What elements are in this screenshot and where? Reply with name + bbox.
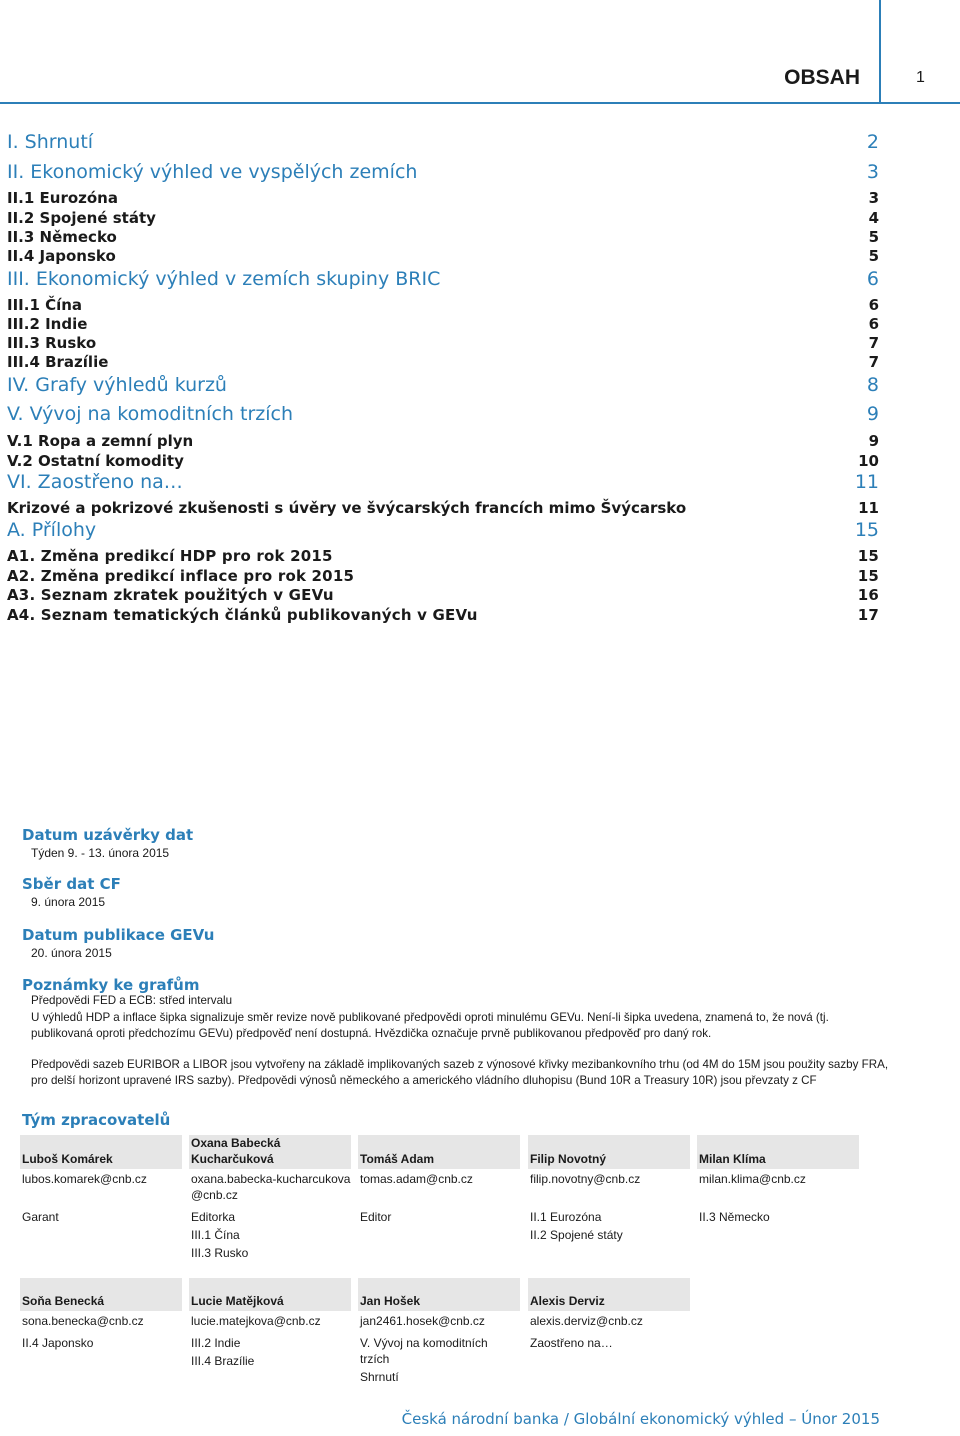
team-member: [528, 1135, 690, 1243]
toc-entry[interactable]: [7, 334, 879, 352]
page-number: 1: [916, 69, 925, 86]
toc-page: 15: [854, 519, 879, 541]
member-role: II.4 Japonsko: [22, 1336, 94, 1350]
member-role: Zaostřeno na…: [530, 1336, 613, 1350]
member-name: Filip Novotný: [528, 1135, 690, 1169]
member-role: II.3 Německo: [699, 1210, 770, 1224]
team-heading: Tým zpracovatelů: [22, 1111, 171, 1129]
member-role: Garant: [22, 1210, 59, 1224]
data-cutoff-value: Týden 9. - 13. února 2015: [31, 846, 170, 860]
toc-label: II.4 Japonsko: [7, 247, 116, 265]
toc-label: Krizové a pokrizové zkušenosti s úvěry ve švýcarských francích mimo Švýcarsko: [7, 499, 687, 517]
member-role: III.2 Indie: [191, 1336, 241, 1350]
data-cutoff-heading: Datum uzávěrky dat: [22, 826, 194, 844]
chart-note: Předpovědi sazeb EURIBOR a LIBOR jsou vytvořeny na základě implikovaných sazeb z výnosové křivky mezibankovního trhu (od 4M do 15M jsou použity sazby FRA,: [31, 1058, 889, 1071]
member-email[interactable]: alexis.derviz@cnb.cz: [530, 1314, 643, 1328]
toc-page: 16: [857, 586, 879, 604]
toc-entry[interactable]: [7, 374, 879, 396]
toc-page: 3: [866, 161, 879, 183]
toc-label: I. Shrnutí: [7, 131, 94, 153]
toc-page: 5: [868, 247, 879, 265]
member-email[interactable]: lubos.komarek@cnb.cz: [22, 1172, 147, 1186]
toc-label: A3. Seznam zkratek použitých v GEVu: [7, 586, 334, 604]
toc-page: 7: [868, 334, 879, 352]
chart-note: U výhledů HDP a inflace šipka signalizuje směr revize nově publikované předpovědi oproti minulému GEVu. Není-li šipka uvedena, znamená to, že nová (tj.: [31, 1011, 829, 1024]
toc-page: 3: [868, 189, 879, 207]
member-email[interactable]: milan.klima@cnb.cz: [699, 1172, 806, 1186]
toc-entry[interactable]: [7, 296, 879, 314]
toc-label: A1. Změna predikcí HDP pro rok 2015: [7, 547, 333, 565]
cf-collection-heading: Sběr dat CF: [22, 875, 121, 893]
team-member: [358, 1135, 520, 1225]
toc-entry[interactable]: [7, 228, 879, 246]
member-email[interactable]: oxana.babecka-kucharcukova@cnb.cz: [191, 1172, 351, 1202]
toc-label: A4. Seznam tematických článků publikovaných v GEVu: [7, 606, 478, 624]
member-name: Lucie Matějková: [189, 1278, 351, 1311]
member-name: Jan Hošek: [358, 1278, 520, 1311]
team-member: [20, 1135, 182, 1225]
toc-entry[interactable]: [7, 353, 879, 371]
member-role: II.2 Spojené státy: [530, 1228, 623, 1242]
team-member: [189, 1135, 351, 1261]
toc-label: V.1 Ropa a zemní plyn: [7, 432, 194, 450]
toc-label: IV. Grafy výhledů kurzů: [7, 374, 227, 396]
toc-entry[interactable]: [7, 471, 879, 493]
toc-page: 6: [866, 268, 879, 290]
toc-page: 15: [857, 547, 879, 565]
member-name: Oxana Babecká Kucharčuková: [189, 1135, 351, 1169]
member-role: Shrnutí: [360, 1370, 399, 1384]
chart-note: Předpovědi FED a ECB: střed intervalu: [31, 994, 233, 1007]
member-email[interactable]: jan2461.hosek@cnb.cz: [360, 1314, 485, 1328]
toc-label: II.3 Německo: [7, 228, 117, 246]
toc-page: 11: [858, 499, 879, 517]
member-name: Tomáš Adam: [358, 1135, 520, 1169]
team-member: [189, 1278, 351, 1369]
page-footer: Česká národní banka / Globální ekonomický výhled – Únor 2015: [401, 1410, 880, 1428]
toc-label: A2. Změna predikcí inflace pro rok 2015: [7, 567, 355, 585]
member-role: II.1 Eurozóna: [530, 1210, 602, 1224]
team-member: [528, 1278, 690, 1351]
toc-label: II. Ekonomický výhled ve vyspělých zemích: [7, 161, 418, 183]
toc-label: V. Vývoj na komoditních trzích: [7, 403, 293, 425]
publication-date-heading: Datum publikace GEVu: [22, 926, 215, 944]
toc-page: 2: [866, 131, 879, 153]
toc-entry[interactable]: [7, 161, 879, 183]
toc-page: 7: [868, 353, 879, 371]
publication-date-value: 20. února 2015: [31, 946, 112, 960]
toc-label: III.2 Indie: [7, 315, 88, 333]
toc-label: III.3 Rusko: [7, 334, 97, 352]
toc-page: 6: [868, 315, 879, 333]
member-email[interactable]: filip.novotny@cnb.cz: [530, 1172, 641, 1186]
toc-page: 15: [857, 567, 879, 585]
toc-page: 5: [868, 228, 879, 246]
member-name: Alexis Derviz: [528, 1278, 690, 1311]
team-member: [358, 1278, 520, 1385]
toc-entry[interactable]: [7, 547, 879, 565]
toc-entry[interactable]: [7, 209, 879, 227]
member-email[interactable]: tomas.adam@cnb.cz: [360, 1172, 473, 1186]
toc-page: 8: [866, 374, 879, 396]
toc-label: VI. Zaostřeno na…: [7, 471, 183, 493]
toc-entry[interactable]: [7, 131, 879, 153]
toc-entry[interactable]: [7, 247, 879, 265]
member-role: V. Vývoj na komoditních trzích: [360, 1336, 488, 1366]
header-horizontal-rule: [0, 102, 960, 104]
toc-entry[interactable]: [7, 403, 879, 425]
team-member: [697, 1135, 859, 1225]
member-role: Editorka: [191, 1210, 236, 1224]
member-role: Editor: [360, 1210, 392, 1224]
toc-label: III.4 Brazílie: [7, 353, 109, 371]
toc-entry[interactable]: [7, 432, 879, 450]
member-role: III.1 Čína: [191, 1228, 240, 1242]
toc-entry[interactable]: [7, 268, 879, 290]
toc-entry[interactable]: [7, 586, 879, 604]
chart-note: publikovaná oproti předchozímu GEVu) předpověď není dostupná. Hvězdička označuje prvně publikovanou předpověď pro daný rok.: [31, 1027, 712, 1040]
member-role: III.3 Rusko: [191, 1246, 249, 1260]
toc-page: 10: [858, 452, 879, 470]
toc-page: 17: [857, 606, 879, 624]
member-name: Milan Klíma: [697, 1135, 859, 1169]
toc-label: II.1 Eurozóna: [7, 189, 118, 207]
cf-collection-value: 9. února 2015: [31, 895, 106, 909]
team-member: [20, 1278, 182, 1351]
toc-label: V.2 Ostatní komodity: [7, 452, 184, 470]
page-title: OBSAH: [784, 66, 860, 89]
member-role: III.4 Brazílie: [191, 1354, 255, 1368]
toc-label: III. Ekonomický výhled v zemích skupiny BRIC: [7, 268, 441, 290]
toc-entry[interactable]: [7, 315, 879, 333]
toc-entry[interactable]: [7, 606, 879, 624]
member-email[interactable]: sona.benecka@cnb.cz: [22, 1314, 144, 1328]
toc-entry[interactable]: [7, 452, 879, 470]
toc-page: 11: [854, 471, 879, 493]
member-email[interactable]: lucie.matejkova@cnb.cz: [191, 1314, 321, 1328]
member-name: Soňa Benecká: [20, 1278, 182, 1311]
header-vertical-rule: [879, 0, 881, 102]
toc-page: 6: [868, 296, 879, 314]
chart-notes-heading: Poznámky ke grafům: [22, 976, 200, 994]
toc-label: III.1 Čína: [7, 296, 83, 314]
toc-entry[interactable]: [7, 519, 879, 541]
toc-label: A. Přílohy: [7, 519, 97, 541]
toc-entry[interactable]: [7, 189, 879, 207]
member-name: Luboš Komárek: [20, 1135, 182, 1169]
toc-entry[interactable]: [7, 499, 879, 517]
toc-page: 9: [868, 432, 879, 450]
toc-entry[interactable]: [7, 567, 879, 585]
toc-label: II.2 Spojené státy: [7, 209, 156, 227]
toc-page: 4: [868, 209, 879, 227]
toc-page: 9: [866, 403, 879, 425]
chart-note: pro delší horizont upravené IRS sazby). Předpovědi výnosů německého a amerického vládního dluhopisu (Bund 10R a Treasury 10R) jsou převzaty z CF: [31, 1074, 817, 1087]
